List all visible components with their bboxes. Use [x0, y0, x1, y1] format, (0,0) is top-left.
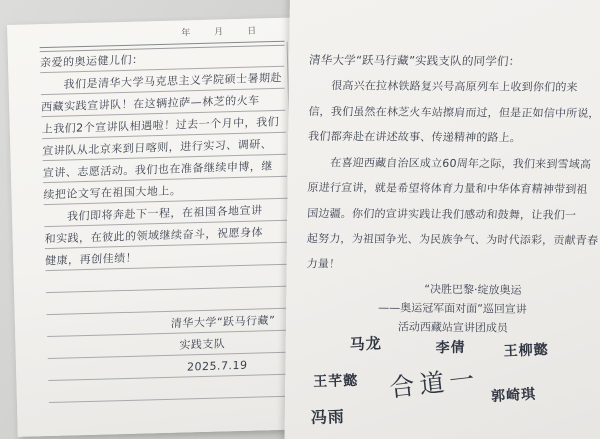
signature-team-name: 清华大学“跃马行藏”: [47, 309, 291, 337]
left-letter-body: [40, 45, 293, 403]
reply-line: 原进行宣讲，就是希望将体育力量和中华体育精神带到祖: [307, 180, 589, 196]
reply-line: 国边疆。你们的宣讲实践让我们感动和鼓舞，让我们一: [306, 206, 577, 222]
reply-line: 我们都奔赴在讲述故事、传递精神的路上。: [307, 129, 522, 145]
signoff-line: ——奥运冠军面对面”巡回宣讲: [378, 301, 527, 316]
signature-li-qian: 李倩: [435, 339, 466, 357]
letter-line: 续把论文写在祖国大地上。: [43, 177, 287, 205]
letter-line: 我们即将奔赴下一程，在祖国各地宣讲: [44, 199, 288, 227]
reply-line: 在喜迎西藏自治区成立60周年之际，我们来到雪域高: [307, 155, 592, 171]
letter-line: 西藏实践宣讲队！在这辆拉萨—林芝的火车: [41, 89, 285, 117]
signature-date: 2025.7.19: [48, 353, 292, 381]
reply-line: 很高兴在拉林铁路复兴号高原列车上收到你们的来: [308, 78, 579, 94]
signature-wang-liuyi: 王柳懿: [503, 342, 549, 360]
reply-line: 起努力，为祖国争光、为民族争气、为时代添彩，贡献青春: [306, 231, 599, 248]
signature-bottom-cut: 冯雨: [310, 406, 346, 428]
greeting-text: 亲爱的奥运健儿们：: [39, 53, 144, 70]
signature-wang-qianyi: 王芊懿: [313, 373, 359, 391]
signature-large-flourish: 合道一: [388, 363, 481, 403]
signoff-line: “决胜巴黎·绽放奥运: [424, 282, 522, 297]
date-header: 年 月 日: [181, 26, 259, 39]
signature-team-suffix: 实践支队: [47, 331, 291, 359]
letter-line: 宣讲、志愿活动。我们也在准备继续申博，继: [43, 155, 287, 183]
right-letter-paper: [284, 0, 600, 439]
reply-greeting: 清华大学“跃马行藏”实践支队的同学们：: [308, 52, 521, 69]
signoff-line: 活动西藏站宣讲团成员: [397, 320, 508, 335]
reply-line: 信，我们虽然在林芝火车站擦肩而过，但是正如信中所说，: [307, 104, 600, 120]
letter-line: 我们是清华大学马克思主义学院硕士暑期赴: [40, 67, 284, 95]
letter-line: 宣讲队从北京来到日喀则，进行实习、调研、: [42, 133, 286, 161]
letter-line: 健康，再创佳绩！: [45, 243, 289, 271]
letter-line: 上我们2个宣讲队相遇啦！过去一个月中，我们: [41, 111, 285, 139]
right-letter-body: [307, 46, 600, 280]
left-letter-paper: [7, 17, 305, 436]
signature-ma-long: 马龙: [349, 334, 383, 354]
reply-signoff: [306, 278, 599, 339]
signature-guo-qiqi: 郭崎琪: [490, 386, 537, 406]
letter-line: 和实践，在彼此的领域继续奋斗，祝愿身体: [44, 221, 288, 249]
reply-line: 力量！: [306, 256, 341, 271]
